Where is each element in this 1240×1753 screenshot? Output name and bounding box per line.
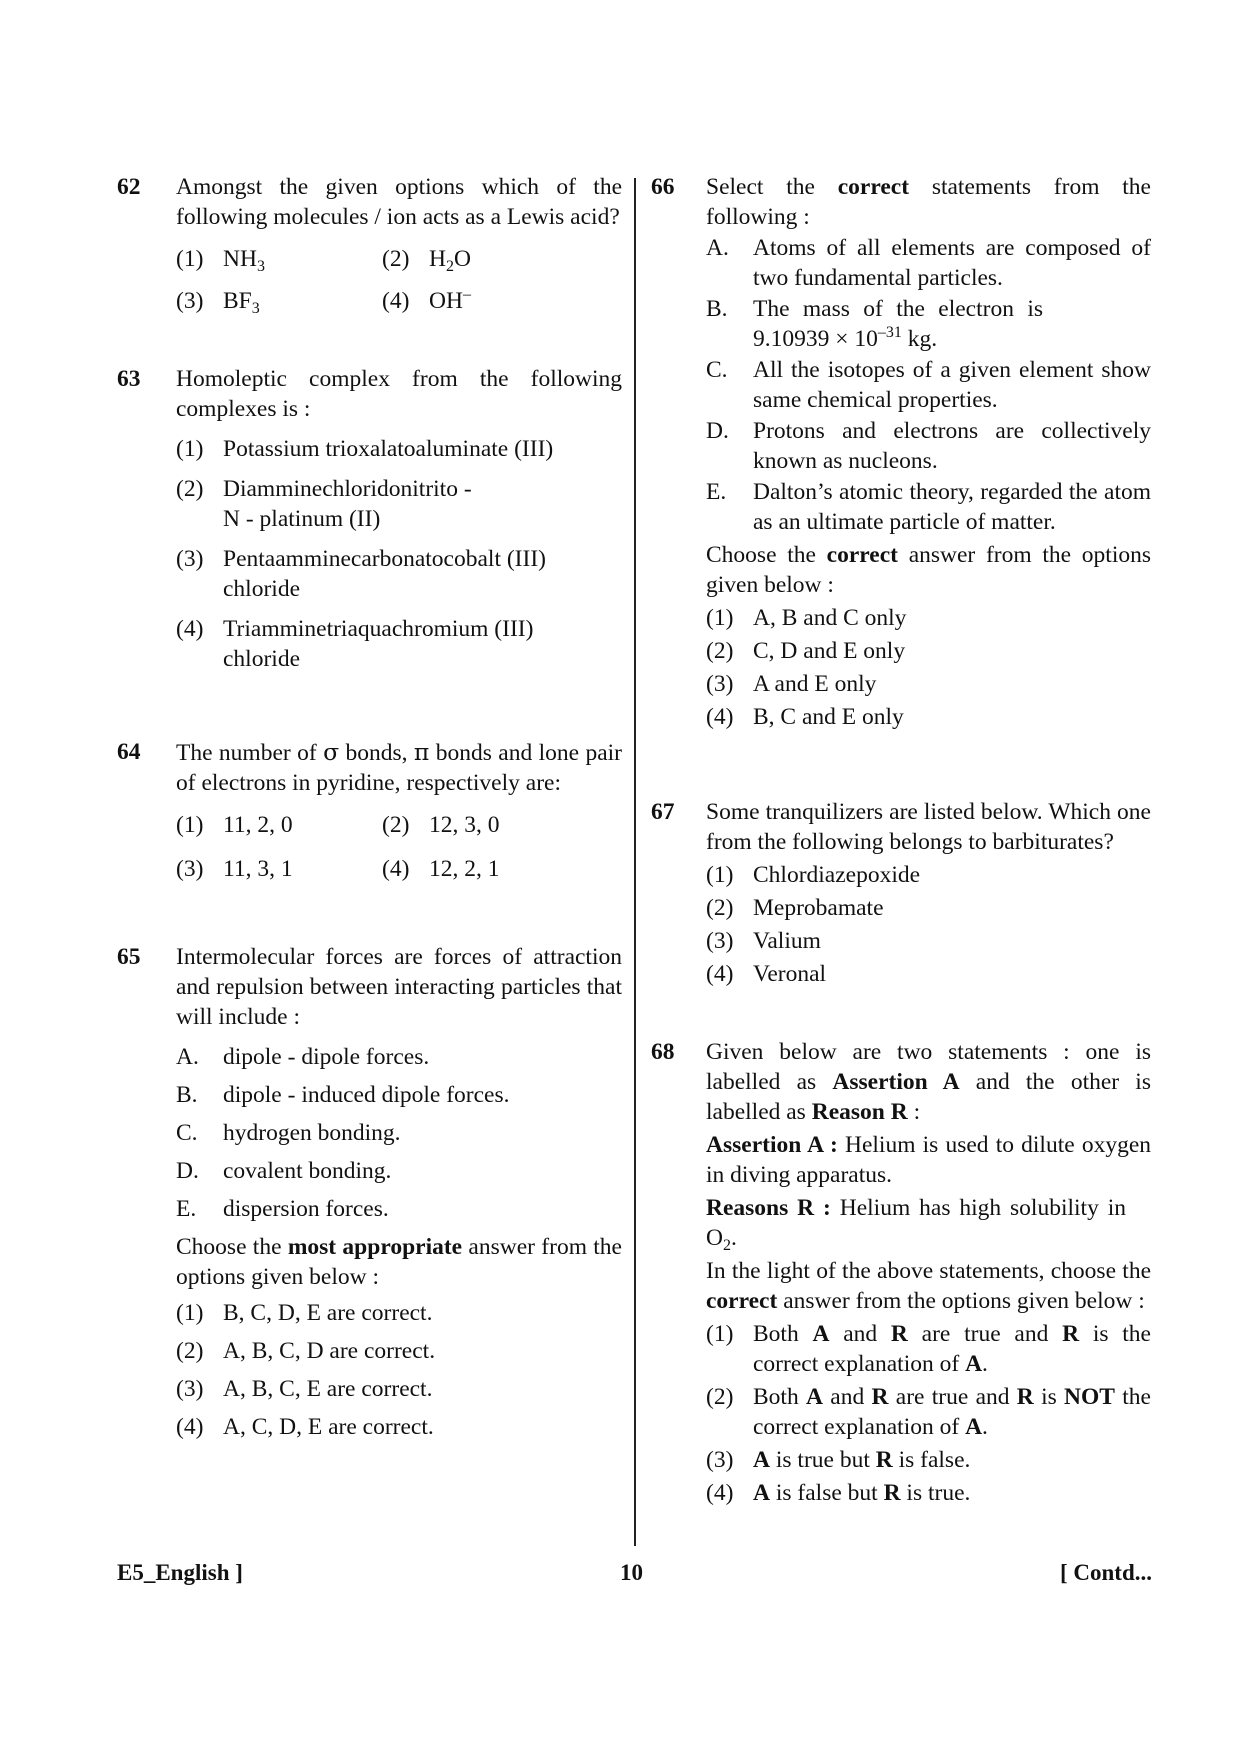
statement-a: A. dipole - dipole forces. — [176, 1044, 430, 1070]
option-2[interactable]: (2) A, B, C, D are correct. — [176, 1338, 436, 1364]
question-62 — [117, 172, 622, 316]
choose-instruction: In the light of the above statements, choose the correct answer from the options given below : — [706, 1258, 1151, 1314]
option-3[interactable]: (3) 11, 3, 1 — [176, 856, 293, 882]
options — [706, 1319, 1151, 1508]
option-1[interactable]: (1) B, C, D, E are correct. — [176, 1300, 433, 1326]
option-1[interactable]: (1) Chlordiazepoxide — [706, 862, 921, 888]
question-number: 67 — [651, 799, 675, 825]
options — [176, 244, 622, 316]
question-text: Some tranquilizers are listed below. Which one from the following belongs to barbiturates? — [706, 799, 1151, 855]
option-3[interactable]: (3) $BF_3$ — [176, 288, 260, 317]
option-4[interactable]: (4) A, C, D, E are correct. — [176, 1414, 434, 1440]
statements — [706, 233, 1151, 537]
footer-contd: [ Contd... — [1059, 1560, 1152, 1585]
page-number: 10 — [620, 1560, 643, 1585]
statement-c: C. hydrogen bonding. — [176, 1120, 401, 1146]
option-1[interactable]: (1) A, B and C only — [706, 605, 907, 631]
question-number: 68 — [651, 1039, 675, 1065]
option-3[interactable]: (3) A, B, C, E are correct. — [176, 1376, 433, 1402]
option-1[interactable]: (1) Both A and R are true and R is the correct explanation of A. — [706, 1321, 1151, 1377]
statement-b: B. dipole - induced dipole forces. — [176, 1082, 510, 1108]
question-number: 63 — [117, 366, 141, 392]
statement-e: E. dispersion forces. — [176, 1196, 389, 1222]
statement-c: C. All the isotopes of a given element show same chemical properties. — [706, 357, 1151, 413]
question-67 — [651, 797, 1151, 989]
question-text: The number of σ bonds, π bonds and lone pair of electrons in pyridine, respectively are: — [176, 738, 622, 796]
options — [176, 1298, 622, 1442]
statement-b: B. The mass of the electron is $9.10939 \times 10^{-31}$ kg. — [706, 296, 1043, 352]
choose-instruction: Choose the correct answer from the options given below : — [706, 542, 1151, 598]
question-text: Intermolecular forces are forces of attraction and repulsion between interacting particles that will include : — [176, 944, 622, 1030]
question-64 — [117, 737, 622, 884]
question-68 — [651, 1037, 1151, 1508]
question-66 — [651, 172, 1151, 732]
option-2[interactable]: (2) Diamminechloridonitrito - N - platinum (II) — [176, 476, 472, 532]
statement-e: E. Dalton’s atomic theory, regarded the atom as an ultimate particle of matter. — [706, 479, 1151, 535]
option-2[interactable]: (2) 12, 3, 0 — [382, 812, 500, 838]
option-4[interactable]: (4) B, C and E only — [706, 704, 904, 730]
option-2[interactable]: (2) Both A and R are true and R is NOT the correct explanation of A. — [706, 1384, 1151, 1440]
reason: Reasons R : Helium has high solubility in $O_2$. — [706, 1195, 1126, 1254]
question-number: 65 — [117, 944, 141, 970]
question-63 — [117, 364, 622, 674]
option-2[interactable]: (2) Meprobamate — [706, 895, 884, 921]
question-text: Amongst the given options which of the following molecules / ion acts as a Lewis acid? — [176, 174, 622, 230]
column-divider — [634, 178, 636, 1546]
option-4[interactable]: (4) Triamminetriaquachromium (III) chloride — [176, 616, 534, 672]
options — [706, 860, 1151, 989]
question-65 — [117, 942, 622, 1442]
option-1[interactable]: (1) 11, 2, 0 — [176, 812, 293, 838]
option-4[interactable]: (4) OH– — [382, 286, 471, 314]
option-3[interactable]: (3) A is true but R is false. — [706, 1447, 971, 1473]
statement-d: D. covalent bonding. — [176, 1158, 392, 1184]
pi-symbol: π — [413, 738, 430, 766]
option-1[interactable]: (1) Potassium trioxalatoaluminate (III) — [176, 436, 554, 462]
choose-instruction: Choose the most appropriate answer from the options given below : — [176, 1234, 622, 1290]
assertion: Assertion A : Helium is used to dilute oxygen in diving apparatus. — [706, 1132, 1152, 1188]
option-2[interactable]: (2) C, D and E only — [706, 638, 906, 664]
option-4[interactable]: (4) 12, 2, 1 — [382, 856, 500, 882]
option-3[interactable]: (3) A and E only — [706, 671, 877, 697]
question-number: 66 — [651, 174, 675, 200]
question-text: Given below are two statements : one is labelled as Assertion A and the other is labelled as Reason R : — [706, 1039, 1151, 1125]
footer-code: E5_English ] — [117, 1560, 243, 1585]
options — [176, 434, 622, 674]
option-4[interactable]: (4) Veronal — [706, 961, 827, 987]
sigma-symbol: σ — [323, 738, 340, 766]
option-1[interactable]: (1) $NH_3$ — [176, 246, 265, 275]
options — [706, 603, 1151, 732]
question-text: Select the correct statements from the following : — [706, 174, 1151, 230]
option-3[interactable]: (3) Pentaamminecarbonatocobalt (III) chloride — [176, 546, 546, 602]
question-number: 64 — [117, 739, 141, 765]
option-2[interactable]: (2) $H_2O$ — [382, 246, 471, 275]
question-number: 62 — [117, 174, 141, 200]
statement-d: D. Protons and electrons are collectively known as nucleons. — [706, 418, 1151, 474]
option-3[interactable]: (3) Valium — [706, 928, 821, 954]
option-4[interactable]: (4) A is false but R is true. — [706, 1480, 971, 1506]
options — [176, 810, 622, 884]
statements — [176, 1042, 622, 1224]
question-text: Homoleptic complex from the following complexes is : — [176, 366, 622, 422]
statement-a: A. Atoms of all elements are composed of two fundamental particles. — [706, 235, 1151, 291]
